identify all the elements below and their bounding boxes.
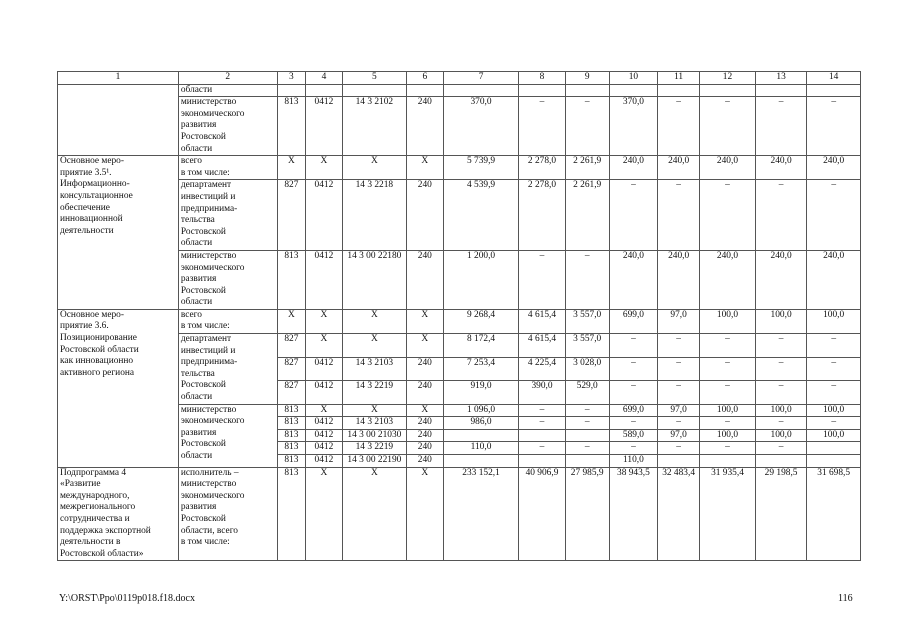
value-cell: 240,0 [807,156,861,180]
value-cell: – [609,357,657,381]
table-row [58,156,861,180]
value-cell: 32 483,4 [658,467,700,561]
value-cell: – [519,404,565,417]
value-cell [807,84,861,97]
file-path: Y:\ORST\Ppo\0119p018.f18.docx [59,593,195,604]
value-cell: Х [406,404,443,417]
value-cell: 40 906,9 [519,467,565,561]
value-cell: – [658,442,700,455]
table-row [58,180,861,251]
value-cell: Х [406,156,443,180]
table-row [58,309,861,333]
value-cell: 589,0 [609,429,657,442]
value-cell: 9 268,4 [443,309,519,333]
value-cell: 2 278,0 [519,180,565,251]
value-cell: – [700,180,756,251]
value-cell: – [565,442,609,455]
value-cell: – [700,357,756,381]
value-cell: 0412 [306,250,343,309]
header-cell: 2 [178,72,277,85]
header-cell: 10 [609,72,657,85]
value-cell: – [755,442,807,455]
table-row [58,467,861,561]
value-cell [565,84,609,97]
value-cell [658,455,700,468]
value-cell: – [519,442,565,455]
value-cell: Х [306,467,343,561]
value-cell: – [755,97,807,156]
value-cell: 0412 [306,357,343,381]
table-row [58,404,861,417]
value-cell: – [519,417,565,430]
value-cell: Х [306,404,343,417]
header-cell: 9 [565,72,609,85]
value-cell: 2 278,0 [519,156,565,180]
value-cell: 100,0 [807,309,861,333]
value-cell: – [807,357,861,381]
value-cell: 240 [406,381,443,405]
value-cell: 100,0 [700,309,756,333]
value-cell: – [755,381,807,405]
value-cell: 0412 [306,180,343,251]
value-cell: 4 615,4 [519,334,565,358]
value-cell: 240 [406,180,443,251]
value-cell: 0412 [306,429,343,442]
value-cell: 8 172,4 [443,334,519,358]
header-cell: 14 [807,72,861,85]
value-cell: 4 539,9 [443,180,519,251]
value-cell [306,84,343,97]
value-cell: 813 [277,417,305,430]
table-row [58,84,861,97]
value-cell: 240 [406,429,443,442]
event-name-cell: Основное меро- приятие 3.6. Позиционирование Ростовской области как инновационно активного региона [58,309,179,467]
value-cell: 97,0 [658,429,700,442]
value-cell: – [658,97,700,156]
value-cell: 240 [406,250,443,309]
value-cell: 14 3 2219 [342,442,406,455]
value-cell: 813 [277,442,305,455]
value-cell: 240,0 [658,250,700,309]
value-cell: Х [277,156,305,180]
value-cell: – [807,417,861,430]
header-cell: 3 [277,72,305,85]
value-cell: 240,0 [700,250,756,309]
table-row [58,334,861,358]
value-cell: 0412 [306,381,343,405]
value-cell: – [565,250,609,309]
value-cell: 100,0 [700,429,756,442]
header-cell: 1 [58,72,179,85]
value-cell: 240,0 [609,250,657,309]
header-cell: 6 [406,72,443,85]
value-cell: – [700,97,756,156]
value-cell: 240 [406,442,443,455]
value-cell: – [658,180,700,251]
value-cell: Х [306,156,343,180]
value-cell: 29 198,5 [755,467,807,561]
value-cell: 240 [406,97,443,156]
value-cell: 919,0 [443,381,519,405]
value-cell [755,455,807,468]
value-cell: – [609,381,657,405]
value-cell: 0412 [306,455,343,468]
value-cell [700,455,756,468]
executor-cell: министерство экономического развития Ростовской области [178,97,277,156]
value-cell: Х [342,309,406,333]
value-cell [406,84,443,97]
value-cell: – [658,357,700,381]
value-cell: 240,0 [755,156,807,180]
value-cell: – [755,357,807,381]
value-cell [755,84,807,97]
value-cell: – [755,180,807,251]
value-cell: Х [306,309,343,333]
value-cell [700,84,756,97]
value-cell: – [565,97,609,156]
value-cell: 3 557,0 [565,334,609,358]
value-cell: 813 [277,97,305,156]
value-cell: – [609,417,657,430]
value-cell: – [609,442,657,455]
value-cell [807,455,861,468]
value-cell: 240,0 [807,250,861,309]
value-cell: – [565,417,609,430]
value-cell: – [519,97,565,156]
header-cell: 11 [658,72,700,85]
event-name-cell [58,84,179,156]
value-cell: 813 [277,250,305,309]
value-cell: – [807,334,861,358]
value-cell: Х [342,156,406,180]
value-cell: – [609,334,657,358]
value-cell: 3 557,0 [565,309,609,333]
event-name-cell: Подпрограмма 4 «Развитие международного, межрегионального сотрудничества и поддержка экспортной деятельности в Ростовской области» [58,467,179,561]
value-cell [565,429,609,442]
value-cell: 7 253,4 [443,357,519,381]
value-cell [443,455,519,468]
value-cell: 4 225,4 [519,357,565,381]
value-cell: 100,0 [755,429,807,442]
value-cell: 100,0 [755,309,807,333]
value-cell: 370,0 [443,97,519,156]
value-cell: 14 3 2102 [342,97,406,156]
header-cell: 13 [755,72,807,85]
value-cell: 97,0 [658,309,700,333]
value-cell: 813 [277,455,305,468]
value-cell: 31 698,5 [807,467,861,561]
value-cell: 14 3 2219 [342,381,406,405]
value-cell: 27 985,9 [565,467,609,561]
value-cell: 5 739,9 [443,156,519,180]
value-cell: 0412 [306,97,343,156]
value-cell: 31 935,4 [700,467,756,561]
value-cell: 14 3 00 22180 [342,250,406,309]
value-cell: 14 3 00 21030 [342,429,406,442]
value-cell: 3 028,0 [565,357,609,381]
value-cell: 110,0 [609,455,657,468]
value-cell [519,84,565,97]
value-cell: – [658,334,700,358]
value-cell: 38 943,5 [609,467,657,561]
value-cell: 233 152,1 [443,467,519,561]
executor-cell: департамент инвестиций и предпринима- тельства Ростовской области [178,334,277,405]
value-cell: 1 200,0 [443,250,519,309]
value-cell: – [807,97,861,156]
value-cell: – [658,417,700,430]
value-cell: 827 [277,334,305,358]
value-cell: 100,0 [700,404,756,417]
value-cell: Х [406,467,443,561]
value-cell: 14 3 2218 [342,180,406,251]
executor-cell: всего в том числе: [178,309,277,333]
value-cell: – [700,334,756,358]
value-cell: – [700,442,756,455]
value-cell [443,84,519,97]
value-cell [609,84,657,97]
value-cell: Х [277,309,305,333]
value-cell: 2 261,9 [565,180,609,251]
value-cell: – [755,334,807,358]
value-cell: 0412 [306,417,343,430]
value-cell: – [519,250,565,309]
value-cell: – [807,180,861,251]
value-cell: 813 [277,429,305,442]
value-cell: 14 3 2103 [342,357,406,381]
value-cell: Х [406,334,443,358]
value-cell: 100,0 [755,404,807,417]
value-cell: 110,0 [443,442,519,455]
value-cell: 4 615,4 [519,309,565,333]
value-cell: – [807,381,861,405]
value-cell: Х [406,309,443,333]
value-cell [807,442,861,455]
header-cell: 4 [306,72,343,85]
value-cell: Х [342,334,406,358]
table-row [58,250,861,309]
executor-cell: исполнитель – министерство экономического развития Ростовской области, всего в том числе: [178,467,277,561]
event-name-cell: Основное меро- приятие 3.5¹. Информационно- консультационное обеспечение инновационной деятельности [58,156,179,310]
value-cell: 2 261,9 [565,156,609,180]
executor-cell: области [178,84,277,97]
value-cell [519,455,565,468]
value-cell: 699,0 [609,309,657,333]
value-cell: 240 [406,417,443,430]
value-cell: – [700,417,756,430]
value-cell: 827 [277,357,305,381]
value-cell: 240,0 [609,156,657,180]
value-cell: 100,0 [807,429,861,442]
header-cell: 8 [519,72,565,85]
value-cell [658,84,700,97]
value-cell: Х [342,467,406,561]
value-cell: 0412 [306,442,343,455]
value-cell [519,429,565,442]
value-cell [565,455,609,468]
budget-table [57,71,861,561]
value-cell: – [609,180,657,251]
value-cell: 240 [406,455,443,468]
value-cell: 370,0 [609,97,657,156]
value-cell [342,84,406,97]
executor-cell: министерство экономического развития Ростовской области [178,404,277,467]
value-cell: – [658,381,700,405]
value-cell: 986,0 [443,417,519,430]
value-cell: 813 [277,404,305,417]
value-cell: 14 3 2103 [342,417,406,430]
value-cell: – [755,417,807,430]
header-cell: 7 [443,72,519,85]
page-number: 116 [838,593,853,604]
value-cell: 390,0 [519,381,565,405]
value-cell: – [565,404,609,417]
value-cell: 240,0 [755,250,807,309]
value-cell [443,429,519,442]
value-cell: 813 [277,467,305,561]
value-cell: Х [342,404,406,417]
header-row [58,72,861,85]
value-cell: 1 096,0 [443,404,519,417]
executor-cell: министерство экономического развития Ростовской области [178,250,277,309]
value-cell: 699,0 [609,404,657,417]
value-cell: 529,0 [565,381,609,405]
executor-cell: всего в том числе: [178,156,277,180]
header-cell: 5 [342,72,406,85]
header-cell: 12 [700,72,756,85]
value-cell: Х [306,334,343,358]
value-cell [277,84,305,97]
value-cell: 97,0 [658,404,700,417]
table-row [58,97,861,156]
value-cell: 240,0 [658,156,700,180]
value-cell: 827 [277,381,305,405]
value-cell: – [700,381,756,405]
value-cell: 240 [406,357,443,381]
value-cell: 14 3 00 22190 [342,455,406,468]
executor-cell: департамент инвестиций и предпринима- тельства Ростовской области [178,180,277,251]
value-cell: 240,0 [700,156,756,180]
value-cell: 827 [277,180,305,251]
value-cell: 100,0 [807,404,861,417]
